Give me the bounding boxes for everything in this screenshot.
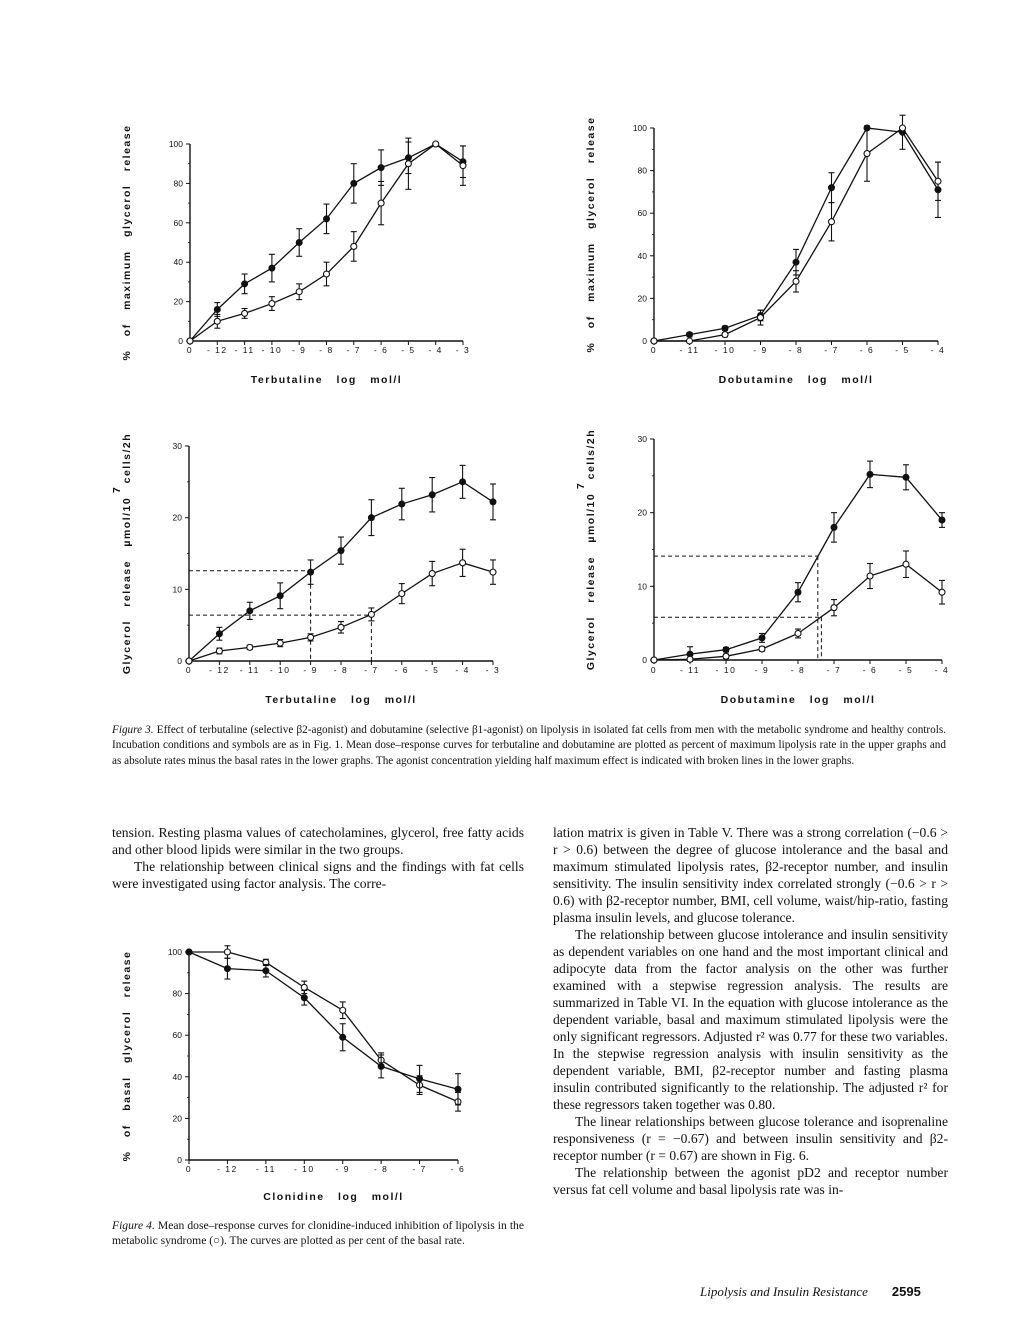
figure3-caption-text: Effect of terbutaline (selective β2-agonist) and dobutamine (selective β1-agonist) on lipolysis in isolated fat cells from men with the metabolic syndrome and healthy controls. Incubation conditions and symbols are as in Fig. 1. Mean dose–response curves for terbutaline and dobutamine are plotted as percent of maximum lipolysis rate in the upper graphs and as absolute rates minus the basal rates in the lower graphs. The agonist concentration yielding half maximum effect is indicated with broken lines in the lower graphs. xyxy=(112,724,946,767)
paragraph: The relationship between glucose intolerance and insulin sensitivity as dependent variables on one hand and the most important clinical and adipocyte data from the factor analysis on the other was further examined with a stepwise regression analysis. The results are summarized in Table VI. In the equation with glucose intolerance as the dependent variable, basal and maximum stimulated lipolysis were the only significant regressors. Adjusted r² was 0.77 for these two variables. In the stepwise regression analysis with insulin sensitivity as the dependent variable, BMI, β2-receptor number and fasting plasma insulin contributed significantly to the relationship. The adjusted r² for these regressors taken together was 0.80. xyxy=(553,927,948,1112)
y-tick-label: 80 xyxy=(172,988,182,999)
x-tick-label: - 8 xyxy=(790,665,806,675)
x-tick-label: - 10 xyxy=(261,345,283,355)
y-tick-label: 0 xyxy=(178,336,183,346)
y-tick-label: 40 xyxy=(172,1071,182,1082)
body-right-column xyxy=(553,824,948,1198)
x-tick-label: - 6 xyxy=(859,345,875,355)
paragraph: lation matrix is given in Table V. There was a strong correlation (−0.6 > r > 0.6) between the degree of glucose intolerance and the basal and maximum stimulated lipolysis rates, β2-receptor number, and insulin sensitivity. The insulin sensitivity index correlated strongly (−0.6 > r > 0.6) with β2-receptor number, BMI, cell volume, waist/hip-ratio, fasting plasma insulin levels, and glucose tolerance. xyxy=(553,825,948,925)
y-axis-title-superscript: 7 xyxy=(111,485,123,494)
x-tick-label: - 5 xyxy=(898,665,914,675)
y-axis-title: % of maximum glycerol release xyxy=(121,124,133,361)
x-tick-label: - 10 xyxy=(715,665,737,675)
x-tick-label: 0 xyxy=(185,665,193,675)
y-tick-label: 100 xyxy=(632,123,647,133)
y-tick-label: 60 xyxy=(637,208,647,219)
x-tick-label: - 11 xyxy=(239,665,260,675)
x-tick-label: - 9 xyxy=(291,345,307,355)
page-footer xyxy=(700,1284,921,1300)
x-tick-label: 0 xyxy=(650,345,658,355)
x-axis-title: Dobutamine log mol/l xyxy=(718,374,874,386)
x-tick-label: - 4 xyxy=(428,345,443,355)
data-point-filled xyxy=(224,966,230,972)
x-tick-label: - 3 xyxy=(455,345,471,355)
x-tick-label: - 9 xyxy=(753,345,768,355)
x-tick-label: 0 xyxy=(185,1164,193,1174)
x-tick-label: - 11 xyxy=(234,345,255,355)
y-tick-label: 20 xyxy=(637,507,647,518)
running-title: Lipolysis and Insulin Resistance xyxy=(700,1284,868,1299)
data-point-filled xyxy=(186,949,192,955)
data-point-open xyxy=(301,984,307,990)
data-point-filled xyxy=(455,1086,461,1092)
x-tick-label: - 5 xyxy=(401,345,416,355)
data-point-filled xyxy=(301,995,307,1001)
x-tick-label: - 6 xyxy=(450,1164,466,1174)
x-tick-label: - 10 xyxy=(269,665,291,675)
y-tick-label: 100 xyxy=(167,947,182,957)
x-tick-label: - 9 xyxy=(303,665,318,675)
data-point-filled xyxy=(263,968,269,974)
x-tick-label: - 7 xyxy=(412,1164,427,1174)
x-tick-label: - 6 xyxy=(394,665,410,675)
x-tick-label: 0 xyxy=(186,345,194,355)
x-tick-label: - 7 xyxy=(826,665,842,675)
y-tick-label: 0 xyxy=(177,656,182,666)
y-tick-label: 40 xyxy=(173,257,183,268)
x-tick-label: - 8 xyxy=(373,1164,389,1174)
y-tick-label: 20 xyxy=(637,293,647,304)
x-tick-label: 0 xyxy=(650,665,658,675)
y-tick-label: 80 xyxy=(637,165,647,176)
x-tick-label: - 11 xyxy=(679,345,700,355)
y-tick-label: 100 xyxy=(168,139,183,149)
y-tick-label: 0 xyxy=(642,336,647,346)
x-axis-title: Dobutamine log mol/l xyxy=(720,694,876,706)
x-axis-title: Clonidine log mol/l xyxy=(263,1191,404,1203)
y-axis-title: % of maximum glycerol release xyxy=(585,116,597,353)
figure4-caption-label: Figure 4. xyxy=(112,1219,155,1232)
x-tick-label: - 12 xyxy=(209,665,230,675)
x-tick-label: - 3 xyxy=(485,665,501,675)
y-tick-label: 0 xyxy=(177,1155,182,1165)
x-tick-label: - 5 xyxy=(424,665,440,675)
y-tick-label: 30 xyxy=(637,434,647,444)
data-point-filled xyxy=(378,1063,384,1069)
y-tick-label: 20 xyxy=(172,1113,182,1124)
figure4-caption-text: Mean dose–response curves for clonidine-induced inhibition of lipolysis in the metabolic syndrome (○). The curves are plotted as per cent of the basal rate. xyxy=(112,1219,525,1248)
series-line-filled xyxy=(189,952,458,1089)
y-tick-label: 0 xyxy=(642,655,647,665)
figure4-caption xyxy=(112,1218,524,1249)
x-tick-label: - 4 xyxy=(455,665,470,675)
y-tick-label: 10 xyxy=(172,584,182,595)
x-tick-label: - 12 xyxy=(217,1164,238,1174)
x-tick-label: - 4 xyxy=(934,665,950,675)
x-axis-title: Terbutaline log mol/l xyxy=(250,374,403,386)
x-tick-label: - 10 xyxy=(293,1164,315,1174)
x-tick-label: - 5 xyxy=(895,345,910,355)
y-axis-title-superscript: 7 xyxy=(575,481,587,490)
y-tick-label: 10 xyxy=(637,581,647,592)
page-number: 2595 xyxy=(891,1284,921,1299)
x-tick-label: - 8 xyxy=(333,665,349,675)
x-tick-label: - 9 xyxy=(335,1164,350,1174)
y-tick-label: 80 xyxy=(173,178,183,189)
x-tick-label: - 12 xyxy=(206,345,228,355)
paragraph: The relationship between clinical signs and the findings with fat cells were investigated using factor analysis. The corre- xyxy=(112,859,524,891)
y-tick-label: 60 xyxy=(172,1030,182,1041)
y-axis-title: Glycerol release µmol/10 cells/2h xyxy=(121,432,133,675)
x-tick-label: - 6 xyxy=(373,345,389,355)
x-tick-label: - 6 xyxy=(862,665,878,675)
x-axis-title: Terbutaline log mol/l xyxy=(265,694,417,706)
figure3-caption xyxy=(112,723,946,769)
data-point-open xyxy=(340,1007,346,1013)
paragraph: The relationship between the agonist pD2 and receptor number versus fat cell volume and basal lipolysis rate was in- xyxy=(553,1165,948,1197)
x-tick-label: - 9 xyxy=(754,665,770,675)
x-tick-label: - 10 xyxy=(714,345,736,355)
paragraph: The linear relationships between glucose tolerance and isoprenaline responsiveness (r = −0.67) and between insulin sensitivity and β2-receptor number (r = 0.67) are shown in Fig. 6. xyxy=(553,1114,948,1163)
y-axis-title: Glycerol release µmol/10 cells/2h xyxy=(585,428,597,671)
x-tick-label: - 8 xyxy=(319,345,334,355)
data-point-filled xyxy=(417,1076,423,1082)
body-left-column xyxy=(112,824,524,892)
x-tick-label: - 8 xyxy=(788,345,804,355)
x-tick-label: - 4 xyxy=(930,345,946,355)
figure3-caption-label: Figure 3. xyxy=(112,724,154,736)
y-axis-title: % of basal glycerol release xyxy=(121,950,133,1162)
y-tick-label: 60 xyxy=(173,217,183,228)
x-tick-label: - 7 xyxy=(346,345,362,355)
data-point-open xyxy=(224,949,230,955)
x-tick-label: - 11 xyxy=(255,1164,276,1174)
y-tick-label: 20 xyxy=(173,296,183,307)
x-tick-label: - 7 xyxy=(824,345,839,355)
data-point-filled xyxy=(340,1034,346,1040)
paragraph: tension. Resting plasma values of catecholamines, glycerol, free fatty acids and other blood lipids were similar in the two groups. xyxy=(112,825,524,857)
y-tick-label: 40 xyxy=(637,250,647,261)
y-tick-label: 30 xyxy=(172,441,182,451)
y-tick-label: 20 xyxy=(172,512,182,523)
x-tick-label: - 7 xyxy=(364,665,379,675)
x-tick-label: - 11 xyxy=(679,665,701,675)
